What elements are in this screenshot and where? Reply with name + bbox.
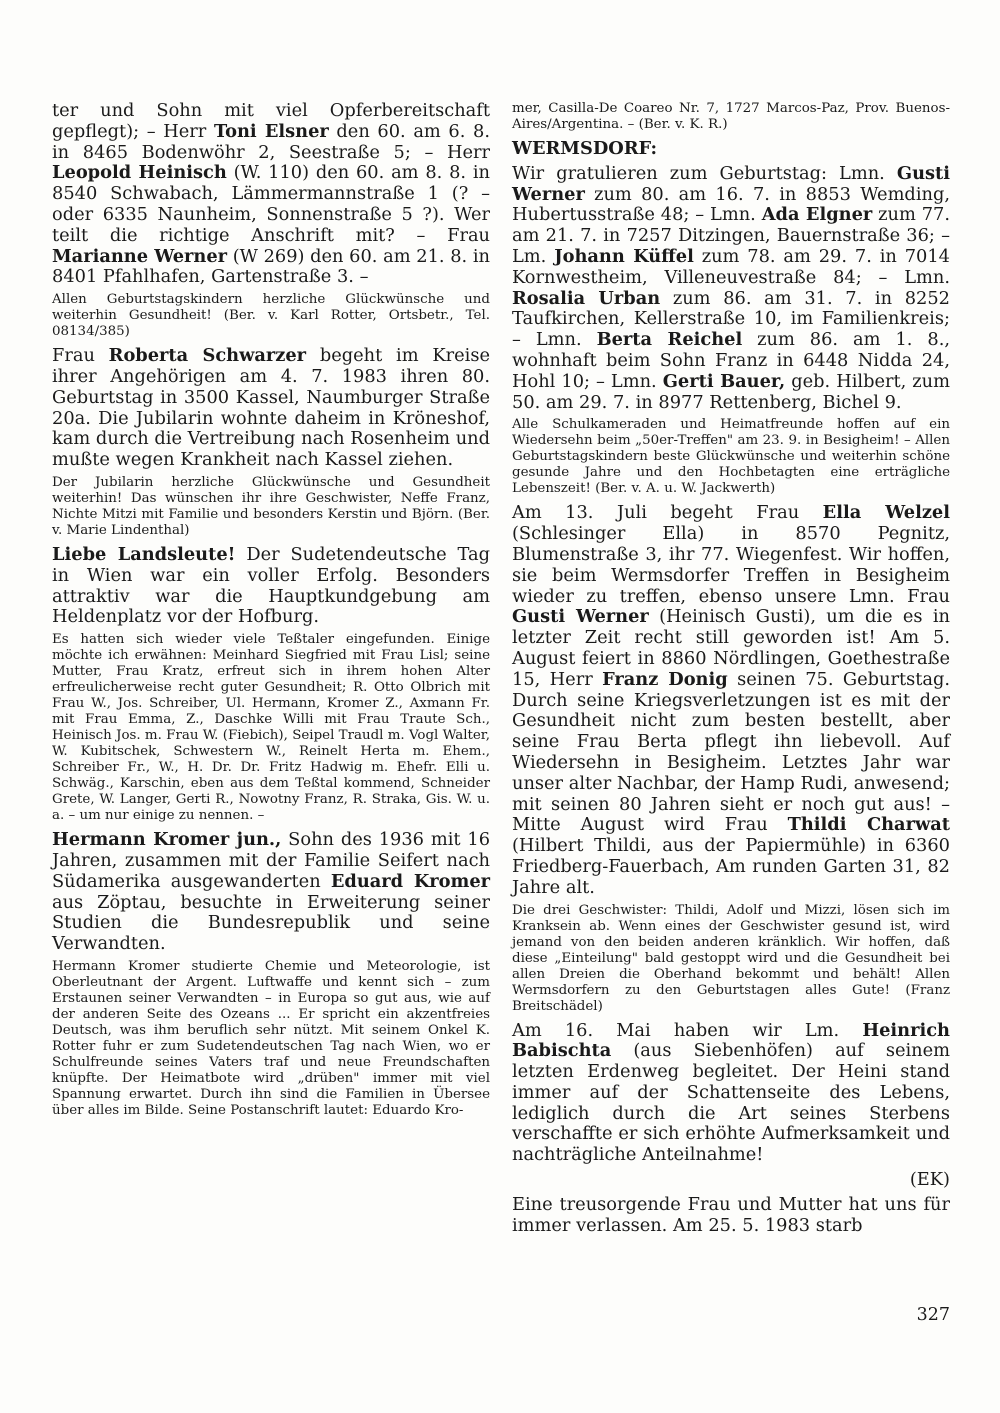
bold-name: Ella Welzel <box>822 502 950 524</box>
right-column <box>512 101 950 1240</box>
paragraph <box>52 101 490 288</box>
text-run: Am 13. Juli begeht Frau <box>512 502 823 524</box>
bold-name: Eduard Kromer <box>330 870 490 892</box>
text-run: ter und Sohn mit viel Opferbereitschaft gepflegt); – Herr <box>52 100 490 142</box>
paragraph <box>52 346 490 471</box>
text-run: zum 86. am 1. 8., wohnhaft beim Sohn Franz in 6448 Nidda 24, Hohl 10; – Lmn. <box>512 329 951 392</box>
page-number: 327 <box>916 1305 950 1325</box>
note-paragraph <box>52 475 490 539</box>
text-run: Die drei Geschwister: Thildi, Adolf und Mizzi, lösen sich im Kranksein ab. Wenn eines der Geschwister gesund ist, wird jemand von den beiden anderen kränklich. Wir hoffen, daß diese „Einteilung" bald gestoppt wird und die Gesundheit bei allen Dreien die Oberhand bekommt und behält! Allen Wermsdorfern zu den Geburtstagen alles Gute! (Franz Breitschädel) <box>512 902 950 1014</box>
bold-name: Thildi Charwat <box>787 814 950 836</box>
bold-name: Berta Reichel <box>596 329 743 351</box>
author-initials: (EK) <box>909 1169 950 1191</box>
bold-name: Leopold Heinisch <box>52 162 227 184</box>
text-run: geb. Hilbert, zum 50. am 29. 7. in 8977 Rettenberg, Bichel 9. <box>512 370 950 413</box>
bold-name: Ada Elgner <box>761 204 873 226</box>
bold-name: Hermann Kromer jun., <box>52 829 282 851</box>
paragraph <box>512 164 950 414</box>
text-run: Am 16. Mai haben wir Lm. <box>512 1019 863 1041</box>
paragraph <box>52 545 490 628</box>
text-run: (aus Siebenhöfen) auf seinem letzten Erdenweg begleitet. Der Heini stand immer auf der Schattenseite des Lebens, lediglich durch die Art seines Sterbens verschaffte er sich erhöhte Aufmerksamkeit und nachträgliche Anteilnahme! <box>512 1040 950 1166</box>
paragraph <box>52 830 490 955</box>
text-run: seinen 75. Geburtstag. Durch seine Kriegsverletzungen ist es mit der Gesundheit nicht zum besten bestellt, aber seine Frau Berta pflegt ihn liebevoll. Auf Wiedersehn in Besigheim. Letztes Jahr war unser alter Nachbar, der Hamp Rudi, anwesend; mit seinen 80 Jahren sieht er noch gut aus! – Mitte August wird Frau <box>512 668 951 836</box>
text-run: aus Zöptau, besuchte in Erweiterung seiner Studien die Bundesrepublik und seine Verwandten. <box>52 891 490 955</box>
paragraph <box>512 1021 950 1167</box>
text-run: mer, Casilla-De Coareo Nr. 7, 1727 Marcos-Paz, Prov. Buenos-Aires/Argentina. – (Ber. v. K. R.) <box>512 101 950 132</box>
text-run: Frau <box>52 345 109 367</box>
text-run: (W. 110) den 60. am 8. 8. in 8540 Schwabach, Lämmermannstraße 1 (? – oder 6335 Naunheim, Sonnenstraße 5 ?). Wer teilt die richtige Anschrift mit? – Frau <box>52 162 490 246</box>
text-run: zum 77. am 21. 7. in 7257 Ditzingen, Bauernstraße 36; – Lm. <box>512 204 951 267</box>
paragraph <box>512 503 950 898</box>
bold-name: Roberta Schwarzer <box>108 345 307 367</box>
text-run: Sohn des 1936 mit 16 Jahren, zusammen mit der Familie Seifert nach Südamerika ausgewanderten <box>52 829 491 892</box>
bold-name: Johann Küffel <box>554 245 694 267</box>
bold-name: Rosalia Urban <box>512 287 661 309</box>
bold-name: Gusti Werner <box>512 162 950 205</box>
text-run: zum 80. am 16. 7. in 8853 Wemding, Hubertusstraße 48; – Lmn. <box>512 183 950 226</box>
text-run: WERMSDORF: <box>512 138 658 159</box>
text-run: zum 86. am 31. 7. in 8252 Taufkirchen, Kellerstraße 10, im Familienkreis; – Lmn. <box>512 287 950 351</box>
text-run: den 60. am 6. 8. in 8465 Bodenwöhr 2, Seestraße 5; – Herr <box>52 120 490 163</box>
note-paragraph <box>52 632 490 824</box>
text-run: Der Sudetendeutsche Tag in Wien war ein voller Erfolg. Besonders attraktiv war die Hauptkundgebung am Heldenplatz vor der Hofburg. <box>52 543 491 628</box>
text-run: (Schlesinger Ella) in 8570 Pegnitz, Blumenstraße 3, ihr 77. Wiegenfest. Wir hoffen, sie beim Wermsdorfer Treffen in Besigheim wieder zu treffen, ebenso unsere Lmn. Frau <box>512 523 950 607</box>
bold-name: Gerti Bauer, <box>662 370 786 392</box>
text-run: Hermann Kromer studierte Chemie und Meteorologie, ist Oberleutnant der Argent. Luftwaffe und kennt sich – zum Erstaunen seiner Verwandten – in Europa so gut aus, wie auf der anderen Seite des Ozeans ... Er spricht ein akzentfreies Deutsch, was ihm beruflich sehr nützt. Mit seinem Onkel K. Rotter fuhr er zum Sudetendeutschen Tag nach Wien, wo er Schulfreunde seines Vaters traf und neue Freundschaften knüpfte. Der Heimatbote wird „drüben" immer mit viel Spannung erwartet. Durch ihn sind die Familien in Übersee über alles im Bilde. Seine Postanschrift lautet: Eduardo Kro- <box>52 958 490 1118</box>
bold-name: Heinrich Babischta <box>512 1019 950 1062</box>
text-run: Es hatten sich wieder viele Teßtaler eingefunden. Einige möchte ich erwähnen: Meinhard Siegfried mit Frau Lisl; seine Mutter, Frau Kratz, erfreut sich in ihrem hohen Alter erfreulicherweise recht guter Gesundheit; R. Otto Olbrich mit Frau W., Jos. Schreiber, Ul. Hermann, Kromer Z., Axmann Fr. mit Frau Emma, Z., Daschke Willi mit Frau Traute Sch., Heinisch Jos. m. Frau W. (Fiebich), Seipel Traudl m. Vogl Walter, W. Kubitschek, Schwestern W., Reinelt Herta m. Ehem., Schreiber Fr., W., H. Dr. Dr. Fritz Hadwig m. Ehefr. Elli u. Schwäg., Karschin, eben aus dem Teßtal kommend, Schneider Grete, W. Langer, Gerti R., Nowotny Franz, R. Straka, Gis. W. u. a. – um nur einige zu nennen. – <box>52 632 490 824</box>
text-run: (W 269) den 60. am 21. 8. in 8401 Pfahlhafen, Gartenstraße 3. – <box>52 245 490 288</box>
note-paragraph <box>512 903 950 1015</box>
bold-name: Franz Donig <box>602 668 728 690</box>
left-column <box>52 101 490 1125</box>
text-run: begeht im Kreise ihrer Angehörigen am 4. 7. 1983 ihren 80. Geburtstag in 3500 Kassel, Naumburger Straße 20a. Die Jubilarin wohnte daheim in Kröneshof, kam durch die Vertreibung nach Rosenheim und mußte wegen Krankheit nach Kassel ziehen. <box>52 345 491 471</box>
note-paragraph <box>52 959 490 1119</box>
bold-name: Gusti Werner <box>512 606 649 628</box>
text-run: (Hilbert Thildi, aus der Papiermühle) in 6360 Friedberg-Fauerbach, Am runden Garten 31, 82 Jahre alt. <box>512 835 950 898</box>
text-run: Allen Geburtstagskindern herzliche Glückwünsche und weiterhin Gesundheit! (Ber. v. Karl Rotter, Ortsbetr., Tel. 08134/385) <box>52 292 490 340</box>
text-run: Wir gratulieren zum Geburtstag: Lmn. <box>512 162 897 184</box>
note-paragraph <box>512 101 950 133</box>
text-run: Alle Schulkameraden und Heimatfreunde hoffen auf ein Wiedersehn beim „50er-Treffen" am 23. 9. in Besigheim! – Allen Geburtstagskindern beste Glückwünsche und weiterhin schöne gesunde Jahre und den Hochbetagten eine erträgliche Lebenszeit! (Ber. v. A. u. W. Jackwerth) <box>512 417 950 497</box>
text-run: Der Jubilarin herzliche Glückwünsche und Gesundheit weiterhin! Das wünschen ihr ihre Geschwister, Neffe Franz, Nichte Mitzi mit Familie und besonders Kerstin und Björn. (Ber. v. Marie Lindenthal) <box>52 474 490 538</box>
section-heading <box>512 139 950 160</box>
bold-name: Liebe Landsleute! <box>52 543 236 565</box>
note-paragraph <box>52 292 490 340</box>
text-run: (Heinisch Gusti), um die es in letzter Zeit recht still geworden ist! Am 5. August feiert in 8860 Nördlingen, Goethestraße 15, Herr <box>512 606 951 690</box>
text-run: Eine treusorgende Frau und Mutter hat uns für immer verlassen. Am 25. 5. 1983 starb <box>512 1193 950 1236</box>
bold-name: Toni Elsner <box>213 120 329 142</box>
text-run: zum 78. am 29. 7. in 7014 Kornwestheim, Villeneuvestraße 84; – Lmn. <box>512 245 950 288</box>
note-paragraph <box>512 417 950 497</box>
bold-name: Marianne Werner <box>52 245 228 267</box>
signature-line <box>512 1170 950 1191</box>
paragraph <box>512 1195 950 1237</box>
